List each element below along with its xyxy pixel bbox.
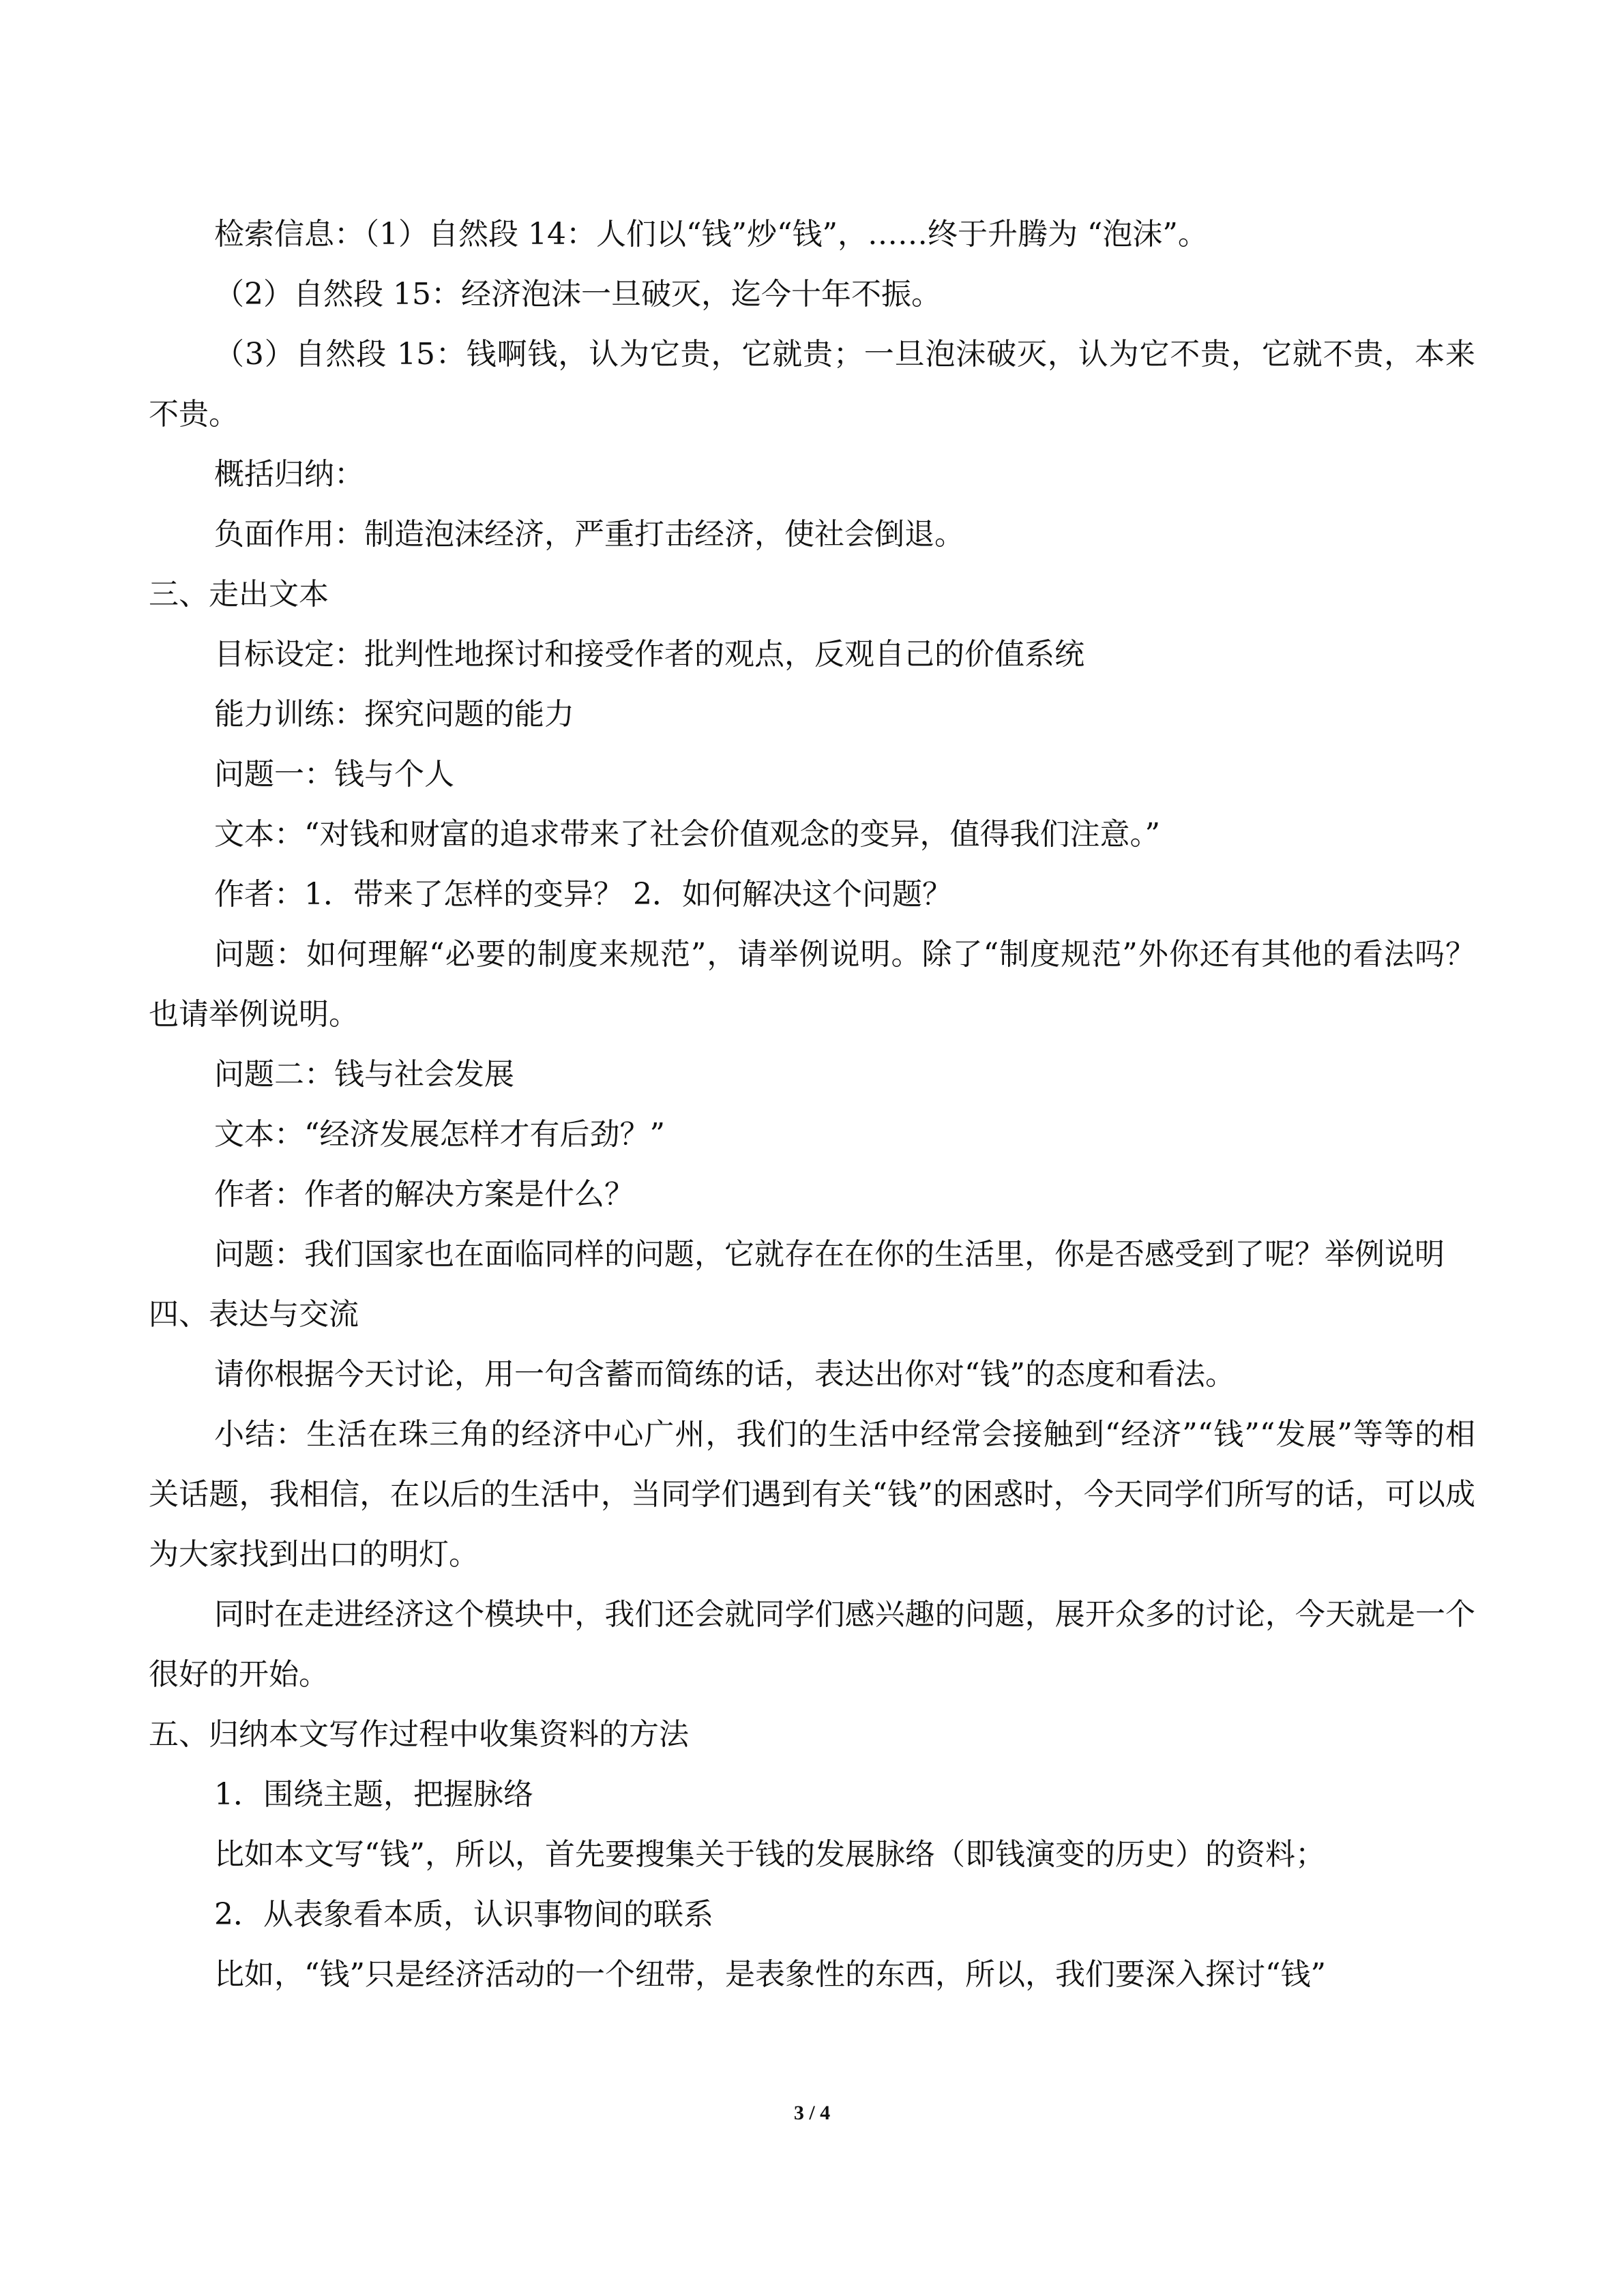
paragraph: 2．从表象看本质，认识事物间的联系 <box>214 1897 713 1932</box>
paragraph: 检索信息：（1）自然段 14：人们以“钱”炒“钱”，……终于升腾为 “泡沫”。 <box>214 217 1208 252</box>
paragraph: 问题：如何理解“必要的制度来规范”，请举例说明。除了“制度规范”外你还有其他的看法吗？也请举例说明。 <box>149 937 1475 1032</box>
paragraph: （2）自然段 15：经济泡沫一旦破灭，迄今十年不振。 <box>214 277 941 312</box>
paragraph: 比如，“钱”只是经济活动的一个纽带，是表象性的东西，所以，我们要深入探讨“钱” <box>214 1957 1326 1992</box>
paragraph: 请你根据今天讨论，用一句含蓄而简练的话，表达出你对“钱”的态度和看法。 <box>214 1357 1235 1392</box>
paragraph: 小结：生活在珠三角的经济中心广州，我们的生活中经常会接触到“经济”“钱”“发展”等等的相关话题，我相信，在以后的生活中，当同学们遇到有关“钱”的困惑时，今天同学们所写的话，可以成为大家找到出口的明灯。 <box>149 1417 1475 1572</box>
paragraph: 1．围绕主题，把握脉络 <box>214 1777 533 1812</box>
document-body <box>149 205 1475 2005</box>
paragraph: 能力训练：探究问题的能力 <box>214 697 574 732</box>
paragraph: 同时在走进经济这个模块中，我们还会就同学们感兴趣的问题，展开众多的讨论，今天就是一个很好的开始。 <box>149 1597 1475 1692</box>
paragraph: 文本：“对钱和财富的追求带来了社会价值观念的变异，值得我们注意。” <box>214 817 1160 852</box>
paragraph: 目标设定：批判性地探讨和接受作者的观点，反观自己的价值系统 <box>214 637 1084 672</box>
paragraph: 作者：作者的解决方案是什么？ <box>214 1177 634 1212</box>
paragraph: 问题：我们国家也在面临同样的问题，它就存在在你的生活里，你是否感受到了呢？举例说明 <box>214 1237 1445 1272</box>
section-heading: 五、归纳本文写作过程中收集资料的方法 <box>149 1717 689 1752</box>
paragraph: 问题一：钱与个人 <box>214 757 454 792</box>
paragraph: 作者：1．带来了怎样的变异？ 2．如何解决这个问题？ <box>214 877 952 912</box>
paragraph: 负面作用：制造泡沫经济，严重打击经济，使社会倒退。 <box>214 517 964 552</box>
section-heading: 四、表达与交流 <box>149 1297 359 1332</box>
paragraph: 比如本文写“钱”，所以，首先要搜集关于钱的发展脉络（即钱演变的历史）的资料； <box>214 1837 1325 1872</box>
page-number: 3 / 4 <box>793 2102 831 2124</box>
paragraph: 问题二：钱与社会发展 <box>214 1057 514 1092</box>
paragraph: 概括归纳： <box>214 457 364 492</box>
section-heading: 三、走出文本 <box>149 577 329 612</box>
paragraph: （3）自然段 15：钱啊钱，认为它贵，它就贵；一旦泡沫破灭，认为它不贵，它就不贵，本来不贵。 <box>149 337 1475 432</box>
paragraph: 文本：“经济发展怎样才有后劲？” <box>214 1117 665 1152</box>
